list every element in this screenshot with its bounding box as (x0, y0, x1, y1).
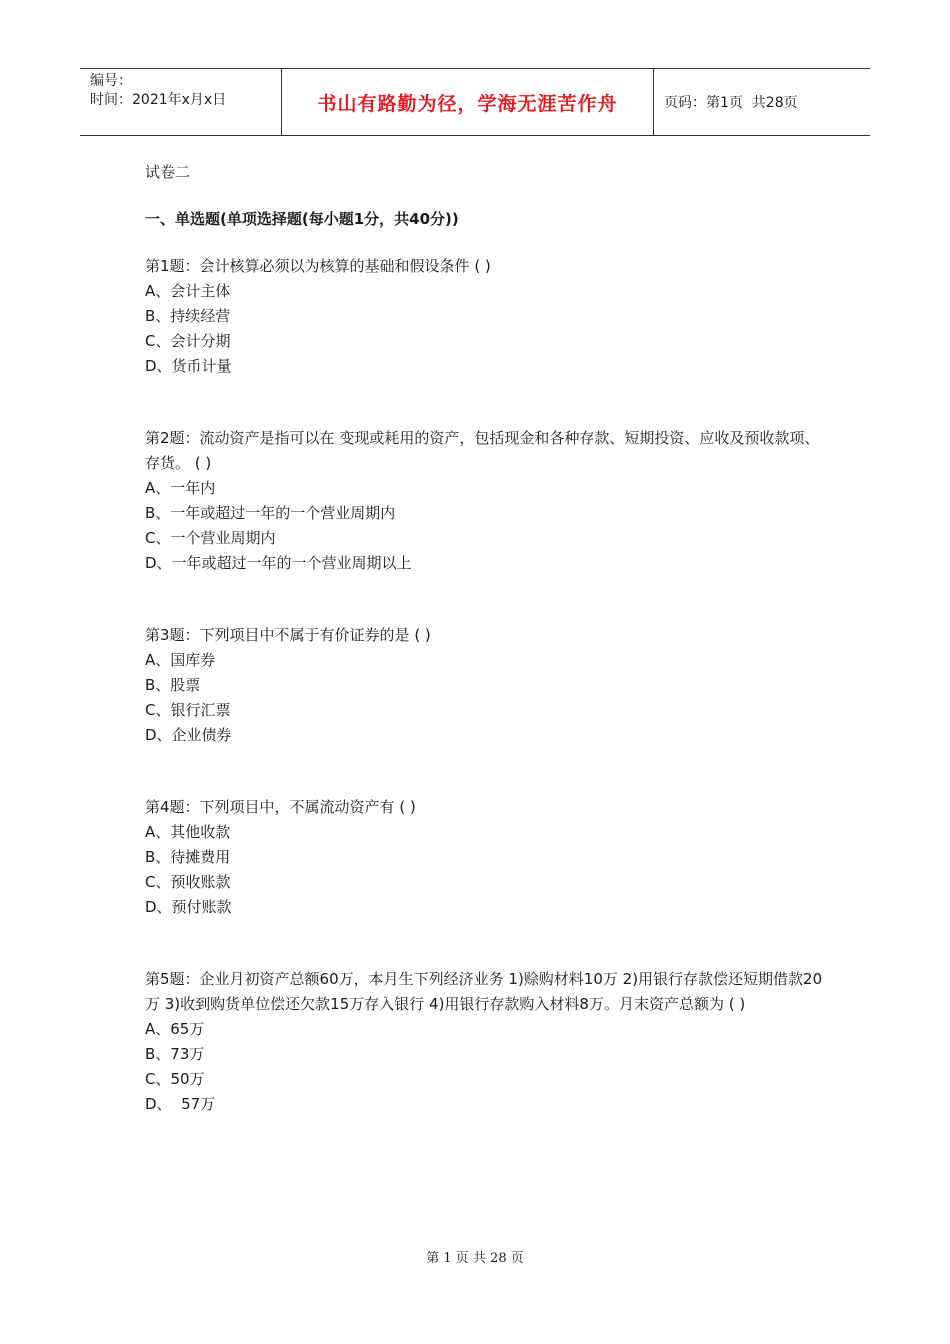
option-b: B、73万 (145, 1045, 205, 1063)
spacer (145, 576, 825, 623)
section-heading: 一、单选题(单项选择题(每小题1分，共40分)) (145, 210, 459, 228)
document-number-label: 编号： (90, 73, 132, 89)
spacer (145, 920, 825, 967)
header-page-info: 页码：第1页 共28页 (664, 95, 798, 111)
document-body (145, 160, 825, 1117)
question-text: 第5题：企业月初资产总额60万，本月生下列经济业务 1)赊购材料10万 2)用银行存款偿还短期借款20万 3)收到购货单位偿还欠款15万存入银行 4)用银行存款购入材料8万。月末资产总额为 ( ) (145, 970, 823, 1013)
header-motto: 书山有路勤为径，学海无涯苦作舟 (317, 92, 618, 115)
option-d: D、一年或超过一年的一个营业周期以上 (145, 554, 412, 572)
header-page-info-cell (654, 69, 870, 135)
option-c: C、银行汇票 (145, 701, 231, 719)
header-motto-cell (282, 69, 654, 135)
question-text: 第1题：会计核算必须以为核算的基础和假设条件 ( ) (145, 257, 491, 275)
option-d: D、企业债券 (145, 726, 232, 744)
page-footer (0, 1247, 950, 1266)
option-c: C、一个营业周期内 (145, 529, 276, 547)
question-4 (145, 795, 825, 920)
spacer (145, 748, 825, 795)
option-d: D、货币计量 (145, 357, 232, 375)
option-d: D、预付账款 (145, 898, 232, 916)
exam-title: 试卷二 (145, 163, 191, 181)
option-c: C、50万 (145, 1070, 205, 1088)
option-b: B、持续经营 (145, 307, 231, 325)
question-text: 第4题：下列项目中，不属流动资产有 ( ) (145, 798, 416, 816)
question-2 (145, 426, 825, 576)
footer-page-number: 第 1 页 共 28 页 (426, 1251, 524, 1266)
option-b: B、股票 (145, 676, 201, 694)
header-meta (80, 69, 282, 135)
option-c: C、预收账款 (145, 873, 231, 891)
option-d: D、 57万 (145, 1095, 216, 1113)
question-1 (145, 254, 825, 379)
option-b: B、待摊费用 (145, 848, 231, 866)
question-text: 第3题：下列项目中不属于有价证券的是 ( ) (145, 626, 431, 644)
option-c: C、会计分期 (145, 332, 231, 350)
option-a: A、其他收款 (145, 823, 231, 841)
question-text: 第2题：流动资产是指可以在 变现或耗用的资产，包括现金和各种存款、短期投资、应收及预收款项、存货。 ( ) (145, 429, 820, 472)
option-b: B、一年或超过一年的一个营业周期内 (145, 504, 396, 522)
option-a: A、一年内 (145, 479, 216, 497)
page-header (80, 68, 870, 136)
spacer (145, 379, 825, 426)
question-5 (145, 967, 825, 1117)
option-a: A、国库券 (145, 651, 216, 669)
option-a: A、会计主体 (145, 282, 231, 300)
document-time-label: 时间：2021年x月x日 (90, 92, 227, 108)
option-a: A、65万 (145, 1020, 205, 1038)
question-3 (145, 623, 825, 748)
